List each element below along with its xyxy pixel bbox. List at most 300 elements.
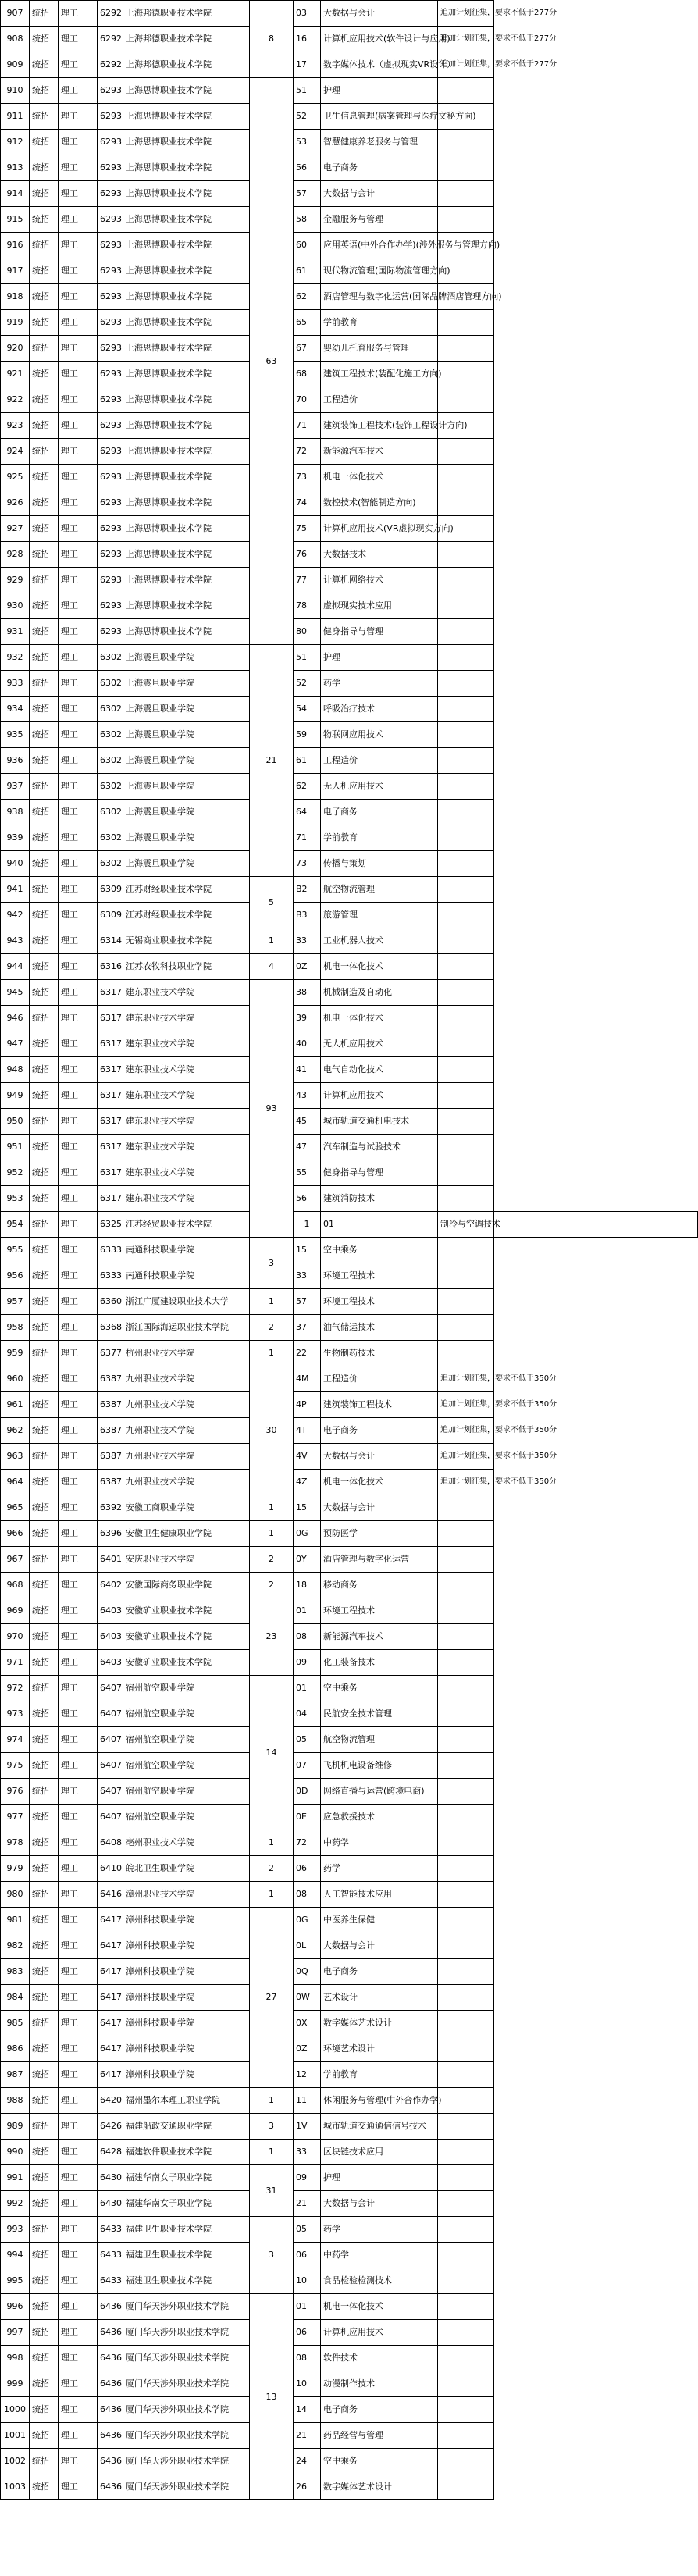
type-cell: 理工 [59,207,98,233]
seq-cell: 930 [1,593,30,619]
school-name-cell: 上海邦德职业技术学院 [123,27,250,52]
table-row [1,954,698,980]
major-code-cell: 07 [294,1753,321,1779]
remark-cell [438,1959,494,1985]
table-row [1,439,698,465]
major-name-cell: 电子商务 [321,155,438,181]
type-cell: 理工 [59,310,98,336]
category-cell: 统招 [30,1470,59,1495]
major-code-cell: 0E [294,1805,321,1830]
school-name-cell: 宿州航空职业学院 [123,1676,250,1701]
school-code-cell: 6293 [98,78,123,104]
school-name-cell: 亳州职业技术学院 [123,1830,250,1856]
school-code-cell: 6392 [98,1495,123,1521]
school-name-cell: 上海思博职业技术学院 [123,258,250,284]
plan-count-cell: 27 [250,1908,294,2088]
major-name-cell: 建筑工程技术(装配化施工方向) [321,362,438,387]
school-name-cell: 上海思博职业技术学院 [123,568,250,593]
category-cell: 统招 [30,954,59,980]
major-code-cell: 12 [294,2062,321,2088]
remark-cell [438,1650,494,1676]
school-name-cell: 建东职业技术学院 [123,1109,250,1135]
school-code-cell: 6293 [98,619,123,645]
seq-cell: 957 [1,1289,30,1315]
school-code-cell: 6317 [98,980,123,1006]
seq-cell: 952 [1,1160,30,1186]
category-cell: 统招 [30,2140,59,2165]
school-name-cell: 宿州航空职业学院 [123,1805,250,1830]
remark-cell [438,1985,494,2011]
major-name-cell: 电子商务 [321,1959,438,1985]
major-code-cell: 53 [294,130,321,155]
type-cell: 理工 [59,2371,98,2397]
school-name-cell: 建东职业技术学院 [123,980,250,1006]
school-code-cell: 6407 [98,1753,123,1779]
category-cell: 统招 [30,1238,59,1263]
major-code-cell: 16 [294,27,321,52]
school-name-cell: 福建卫生职业技术学院 [123,2217,250,2243]
remark-cell: 追加计划征集，要求不低于350分 [438,1470,494,1495]
table-row [1,1753,698,1779]
remark-cell [438,336,494,362]
major-name-cell: 工程造价 [321,1366,438,1392]
school-name-cell: 安徽工商职业学院 [123,1495,250,1521]
remark-cell [438,1238,494,1263]
table-row [1,413,698,439]
remark-cell: 追加计划征集，要求不低于350分 [438,1418,494,1444]
seq-cell: 907 [1,1,30,27]
remark-cell [438,1006,494,1031]
category-cell: 统招 [30,2062,59,2088]
table-row [1,2371,698,2397]
type-cell: 理工 [59,1830,98,1856]
major-name-cell: 软件技术 [321,2346,438,2371]
school-code-cell: 6377 [98,1341,123,1366]
table-row [1,284,698,310]
type-cell: 理工 [59,542,98,568]
major-name-cell: 电子商务 [321,800,438,825]
school-name-cell: 漳州科技职业学院 [123,2062,250,2088]
major-name-cell: 动漫制作技术 [321,2371,438,2397]
seq-cell: 926 [1,490,30,516]
table-row [1,2346,698,2371]
category-cell: 统招 [30,207,59,233]
school-code-cell: 6302 [98,722,123,748]
major-name-cell: 工程造价 [321,748,438,774]
table-row [1,1521,698,1547]
category-cell: 统招 [30,1186,59,1212]
type-cell: 理工 [59,1624,98,1650]
seq-cell: 908 [1,27,30,52]
major-name-cell: 机电一体化技术 [321,465,438,490]
major-code-cell: 51 [294,78,321,104]
remark-cell [438,1701,494,1727]
major-code-cell: 01 [294,1598,321,1624]
seq-cell: 981 [1,1908,30,1933]
table-row [1,1031,698,1057]
major-name-cell: 大数据与会计 [321,1495,438,1521]
table-row [1,1186,698,1212]
table-row [1,310,698,336]
remark-cell [438,490,494,516]
school-code-cell: 6293 [98,104,123,130]
school-code-cell: 6436 [98,2449,123,2474]
major-code-cell: 03 [294,1,321,27]
major-name-cell: 机电一体化技术 [321,954,438,980]
table-row [1,1856,698,1882]
seq-cell: 961 [1,1392,30,1418]
table-row [1,2397,698,2423]
type-cell: 理工 [59,954,98,980]
category-cell: 统招 [30,130,59,155]
seq-cell: 947 [1,1031,30,1057]
category-cell: 统招 [30,104,59,130]
school-name-cell: 上海思博职业技术学院 [123,465,250,490]
seq-cell: 998 [1,2346,30,2371]
remark-cell [438,593,494,619]
table-row [1,1263,698,1289]
table-row [1,1933,698,1959]
remark-cell [438,774,494,800]
table-row [1,568,698,593]
major-name-cell: 机电一体化技术 [321,1006,438,1031]
type-cell: 理工 [59,1083,98,1109]
major-code-cell: 55 [294,1160,321,1186]
school-code-cell: 6436 [98,2346,123,2371]
seq-cell: 931 [1,619,30,645]
school-code-cell: 6314 [98,928,123,954]
school-code-cell: 6402 [98,1573,123,1598]
remark-cell [438,78,494,104]
category-cell: 统招 [30,78,59,104]
seq-cell: 985 [1,2011,30,2036]
remark-cell: 追加计划征集，要求不低于350分 [438,1444,494,1470]
category-cell: 统招 [30,1753,59,1779]
remark-cell [438,1598,494,1624]
school-code-cell: 6293 [98,593,123,619]
table-row [1,1006,698,1031]
school-code-cell: 6293 [98,181,123,207]
seq-cell: 958 [1,1315,30,1341]
seq-cell: 975 [1,1753,30,1779]
plan-count-cell: 2 [250,1573,294,1598]
school-name-cell: 建东职业技术学院 [123,1186,250,1212]
remark-cell [438,130,494,155]
school-name-cell: 福建华南女子职业学院 [123,2165,250,2191]
plan-count-cell: 4 [250,954,294,980]
major-code-cell: 37 [294,1315,321,1341]
category-cell: 统招 [30,516,59,542]
major-code-cell: 10 [294,2371,321,2397]
school-name-cell: 安徽矿业职业技术学院 [123,1624,250,1650]
seq-cell: 944 [1,954,30,980]
school-name-cell: 安徽国际商务职业学院 [123,1573,250,1598]
major-code-cell: 17 [294,52,321,78]
type-cell: 理工 [59,1959,98,1985]
table-row [1,1701,698,1727]
category-cell: 统招 [30,1959,59,1985]
school-code-cell: 6302 [98,774,123,800]
type-cell: 理工 [59,748,98,774]
school-code-cell: 6317 [98,1031,123,1057]
category-cell: 统招 [30,748,59,774]
table-row [1,2114,698,2140]
table-row [1,1392,698,1418]
school-code-cell: 6317 [98,1160,123,1186]
school-code-cell: 6407 [98,1701,123,1727]
major-name-cell: 数字媒体艺术设计 [321,2474,438,2500]
major-name-cell: 民航安全技术管理 [321,1701,438,1727]
major-code-cell: 60 [294,233,321,258]
major-name-cell: 现代物流管理(国际物流管理方向) [321,258,438,284]
remark-cell: 追加计划征集，要求不低于350分 [438,1392,494,1418]
major-name-cell: 计算机网络技术 [321,568,438,593]
school-name-cell: 杭州职业技术学院 [123,1341,250,1366]
seq-cell: 948 [1,1057,30,1083]
table-row [1,1160,698,1186]
type-cell: 理工 [59,1676,98,1701]
major-name-cell: 环境艺术设计 [321,2036,438,2062]
table-row [1,1908,698,1933]
major-name-cell: 酒店管理与数字化运营 [321,1547,438,1573]
table-body [1,1,698,2500]
school-code-cell: 6293 [98,258,123,284]
table-row [1,490,698,516]
type-cell: 理工 [59,490,98,516]
category-cell: 统招 [30,1341,59,1366]
seq-cell: 969 [1,1598,30,1624]
school-name-cell: 上海思博职业技术学院 [123,542,250,568]
table-row [1,130,698,155]
seq-cell: 966 [1,1521,30,1547]
remark-cell [438,387,494,413]
type-cell: 理工 [59,2114,98,2140]
table-row [1,2088,698,2114]
category-cell: 统招 [30,2036,59,2062]
type-cell: 理工 [59,1366,98,1392]
school-code-cell: 6316 [98,954,123,980]
major-code-cell: 72 [294,439,321,465]
major-code-cell: 21 [294,2191,321,2217]
plan-count-cell: 13 [250,2294,294,2500]
category-cell: 统招 [30,181,59,207]
type-cell: 理工 [59,362,98,387]
type-cell: 理工 [59,258,98,284]
major-name-cell: 空中乘务 [321,1676,438,1701]
school-code-cell: 6430 [98,2191,123,2217]
category-cell: 统招 [30,2268,59,2294]
type-cell: 理工 [59,903,98,928]
type-cell: 理工 [59,516,98,542]
table-row [1,207,698,233]
table-row [1,903,698,928]
seq-cell: 984 [1,1985,30,2011]
seq-cell: 951 [1,1135,30,1160]
type-cell: 理工 [59,1160,98,1186]
category-cell: 统招 [30,722,59,748]
major-code-cell: 56 [294,1186,321,1212]
school-code-cell: 6396 [98,1521,123,1547]
major-code-cell: 71 [294,413,321,439]
seq-cell: 959 [1,1341,30,1366]
table-row [1,233,698,258]
category-cell: 统招 [30,1160,59,1186]
seq-cell: 939 [1,825,30,851]
school-name-cell: 上海思博职业技术学院 [123,78,250,104]
category-cell: 统招 [30,1392,59,1418]
type-cell: 理工 [59,1418,98,1444]
major-name-cell: 食品检验检测技术 [321,2268,438,2294]
remark-cell [438,2036,494,2062]
type-cell: 理工 [59,1289,98,1315]
type-cell: 理工 [59,2011,98,2036]
category-cell: 统招 [30,2165,59,2191]
school-name-cell: 江苏农牧科技职业学院 [123,954,250,980]
major-code-cell: 45 [294,1109,321,1135]
major-code-cell: 59 [294,722,321,748]
school-name-cell: 厦门华天涉外职业技术学院 [123,2423,250,2449]
school-name-cell: 厦门华天涉外职业技术学院 [123,2294,250,2320]
school-code-cell: 6417 [98,2011,123,2036]
remark-cell [438,722,494,748]
remark-cell [438,748,494,774]
table-row [1,593,698,619]
major-code-cell: B2 [294,877,321,903]
major-name-cell: 艺术设计 [321,1985,438,2011]
major-name-cell: 空中乘务 [321,2449,438,2474]
remark-cell [438,825,494,851]
major-name-cell: 数控技术(智能制造方向) [321,490,438,516]
major-code-cell: 61 [294,748,321,774]
plan-count-cell: 5 [250,877,294,928]
major-code-cell: 15 [294,1238,321,1263]
school-code-cell: 6293 [98,207,123,233]
type-cell: 理工 [59,387,98,413]
table-row [1,362,698,387]
category-cell: 统招 [30,284,59,310]
type-cell: 理工 [59,1573,98,1598]
major-name-cell: 虚拟现实技术应用 [321,593,438,619]
plan-count-cell: 14 [250,1676,294,1830]
school-code-cell: 6302 [98,800,123,825]
table-row [1,1676,698,1701]
seq-cell: 993 [1,2217,30,2243]
seq-cell: 937 [1,774,30,800]
remark-cell [438,980,494,1006]
major-name-cell: 机电一体化技术 [321,1470,438,1495]
remark-cell [438,1057,494,1083]
type-cell: 理工 [59,2165,98,2191]
school-code-cell: 6433 [98,2243,123,2268]
major-name-cell: 移动商务 [321,1573,438,1598]
seq-cell: 974 [1,1727,30,1753]
type-cell: 理工 [59,78,98,104]
school-code-cell: 6417 [98,1985,123,2011]
seq-cell: 917 [1,258,30,284]
seq-cell: 986 [1,2036,30,2062]
type-cell: 理工 [59,800,98,825]
major-code-cell: 08 [294,2346,321,2371]
school-code-cell: 6387 [98,1418,123,1444]
school-code-cell: 6302 [98,697,123,722]
seq-cell: 934 [1,697,30,722]
school-name-cell: 江苏财经职业技术学院 [123,903,250,928]
category-cell: 统招 [30,2191,59,2217]
type-cell: 理工 [59,1057,98,1083]
type-cell: 理工 [59,52,98,78]
type-cell: 理工 [59,155,98,181]
major-code-cell: 43 [294,1083,321,1109]
plan-count-cell: 23 [250,1598,294,1676]
table-row [1,1444,698,1470]
remark-cell [438,2474,494,2500]
category-cell: 统招 [30,1933,59,1959]
category-cell: 统招 [30,1727,59,1753]
category-cell: 统招 [30,1882,59,1908]
category-cell: 统招 [30,2088,59,2114]
remark-cell [438,1830,494,1856]
category-cell: 统招 [30,1418,59,1444]
major-code-cell: 08 [294,1882,321,1908]
school-name-cell: 漳州科技职业学院 [123,1985,250,2011]
seq-cell: 933 [1,671,30,697]
remark-cell [438,1263,494,1289]
category-cell: 统招 [30,697,59,722]
school-name-cell: 建东职业技术学院 [123,1031,250,1057]
major-code-cell: 0G [294,1521,321,1547]
major-code-cell: 70 [294,387,321,413]
major-name-cell: 大数据与会计 [321,1444,438,1470]
type-cell: 理工 [59,2397,98,2423]
category-cell: 统招 [30,1006,59,1031]
school-name-cell: 浙江国际海运职业技术学院 [123,1315,250,1341]
category-cell: 统招 [30,928,59,954]
table-row [1,1057,698,1083]
plan-count-cell: 21 [250,645,294,877]
type-cell: 理工 [59,697,98,722]
school-name-cell: 江苏财经职业技术学院 [123,877,250,903]
category-cell: 统招 [30,439,59,465]
major-name-cell: 预防医学 [321,1521,438,1547]
school-name-cell: 上海思博职业技术学院 [123,130,250,155]
table-row [1,542,698,568]
category-cell: 统招 [30,1444,59,1470]
school-name-cell: 皖北卫生职业学院 [123,1856,250,1882]
school-name-cell: 福建卫生职业技术学院 [123,2268,250,2294]
major-code-cell: 0D [294,1779,321,1805]
school-name-cell: 宿州航空职业学院 [123,1727,250,1753]
type-cell: 理工 [59,1186,98,1212]
major-name-cell: 大数据技术 [321,542,438,568]
table-row [1,877,698,903]
school-code-cell: 6436 [98,2320,123,2346]
remark-cell [438,619,494,645]
school-code-cell: 6292 [98,1,123,27]
major-code-cell: 09 [294,2165,321,2191]
seq-cell: 1000 [1,2397,30,2423]
type-cell: 理工 [59,336,98,362]
type-cell: 理工 [59,465,98,490]
remark-cell [438,1753,494,1779]
school-code-cell: 6416 [98,1882,123,1908]
major-name-cell: 金融服务与管理 [321,207,438,233]
seq-cell: 920 [1,336,30,362]
major-code-cell: 4V [294,1444,321,1470]
remark-cell [438,181,494,207]
type-cell: 理工 [59,774,98,800]
type-cell: 理工 [59,1933,98,1959]
remark-cell [438,2217,494,2243]
